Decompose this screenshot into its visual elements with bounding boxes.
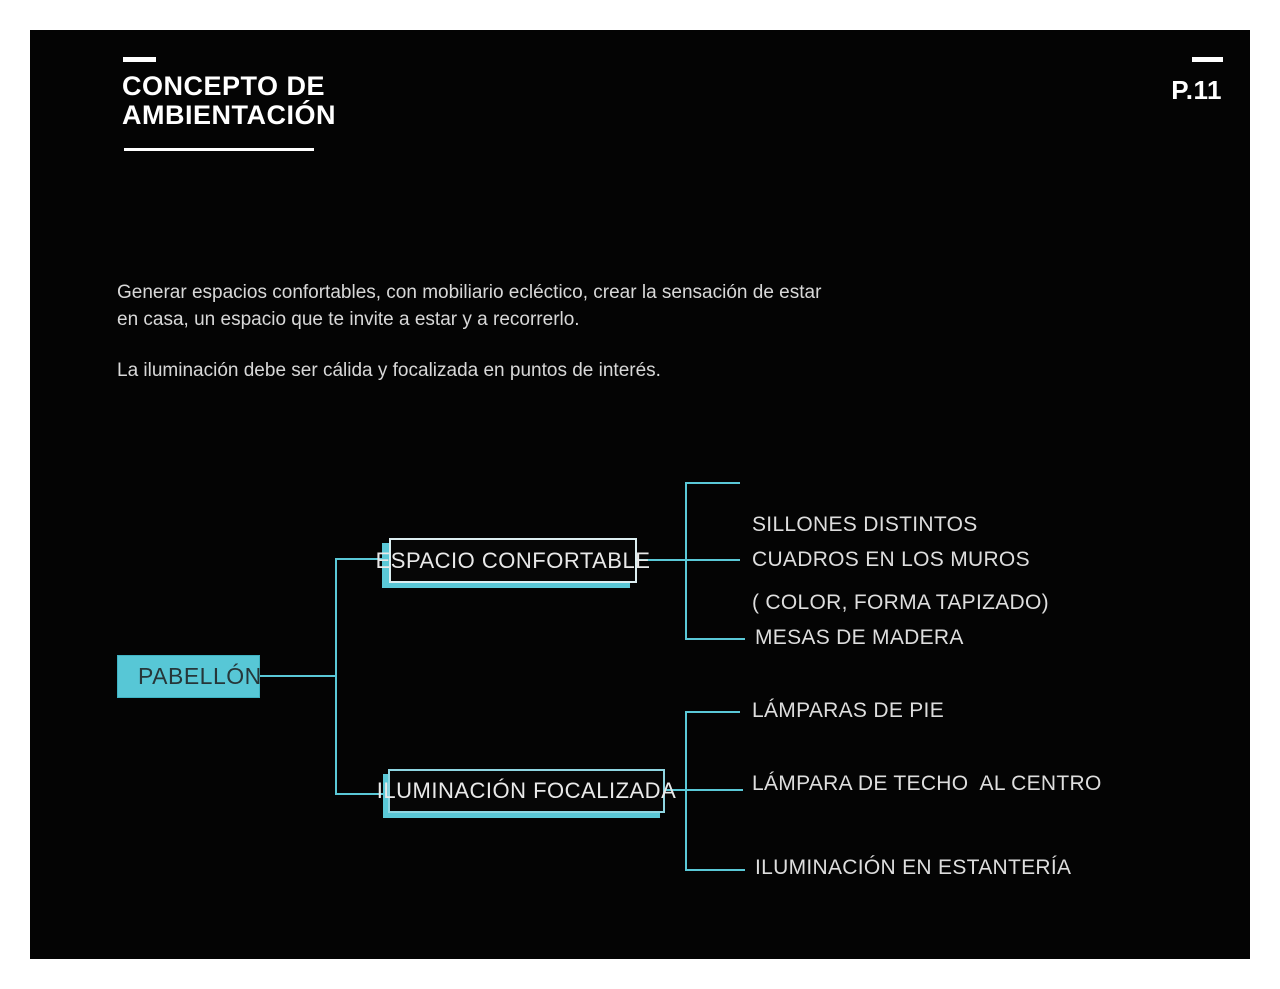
branch1-leaf-vertical-line	[685, 482, 687, 640]
intro-paragraph-1-line1: Generar espacios confortables, con mobiliario ecléctico, crear la sensación de estar	[117, 282, 822, 303]
slide	[30, 30, 1250, 959]
trunk-vertical-line	[335, 558, 337, 795]
connector-branch2-to-leaves	[665, 789, 743, 791]
tick-sillones	[685, 482, 740, 484]
node-iluminacion-focalizada	[376, 769, 677, 813]
node-pabellon	[117, 655, 260, 698]
page-title-line2: AMBIENTACIÓN	[122, 100, 336, 130]
leaf-iluminacion-estanteria: ILUMINACIÓN EN ESTANTERÍA	[755, 856, 1072, 879]
leaf-cuadros-muros: CUADROS EN LOS MUROS	[752, 548, 1030, 571]
leaf-lamparas-pie: LÁMPARAS DE PIE	[752, 699, 945, 722]
branch2-leaf-vertical-line	[685, 711, 687, 871]
leaf-sillones-line2: ( COLOR, FORMA TAPIZADO)	[752, 591, 1049, 614]
node-iluminacion-focalizada-label: ILUMINACIÓN FOCALIZADA	[376, 778, 677, 803]
page-number: P.11	[1171, 75, 1222, 105]
node-pabellon-label: PABELLÓN	[138, 663, 262, 689]
page-title-line1: CONCEPTO DE	[122, 71, 326, 101]
title-underline-rule	[124, 148, 314, 151]
page-title	[122, 72, 336, 130]
intro-paragraph-1	[117, 279, 821, 333]
intro-paragraph-1-line2: en casa, un espacio que te invite a estar y a recorrerlo.	[117, 309, 580, 330]
leaf-mesas-madera: MESAS DE MADERA	[755, 626, 964, 649]
leaf-lampara-techo: LÁMPARA DE TECHO AL CENTRO	[752, 772, 1102, 795]
node-espacio-confortable-label: ESPACIO CONFORTABLE	[375, 547, 651, 573]
tick-iluminacion-estanteria	[685, 869, 745, 871]
intro-paragraph-2: La iluminación debe ser cálida y focalizada en puntos de interés.	[117, 360, 661, 381]
connector-branch1-to-leaves	[637, 559, 740, 561]
connector-root-to-trunk	[260, 675, 335, 677]
tick-lamparas-pie	[685, 711, 740, 713]
title-dash-rule	[123, 57, 156, 62]
page-number-dash-rule	[1192, 57, 1223, 62]
leaf-sillones-line1: SILLONES DISTINTOS	[752, 513, 978, 536]
tick-mesas	[685, 638, 745, 640]
node-espacio-confortable	[375, 538, 651, 583]
